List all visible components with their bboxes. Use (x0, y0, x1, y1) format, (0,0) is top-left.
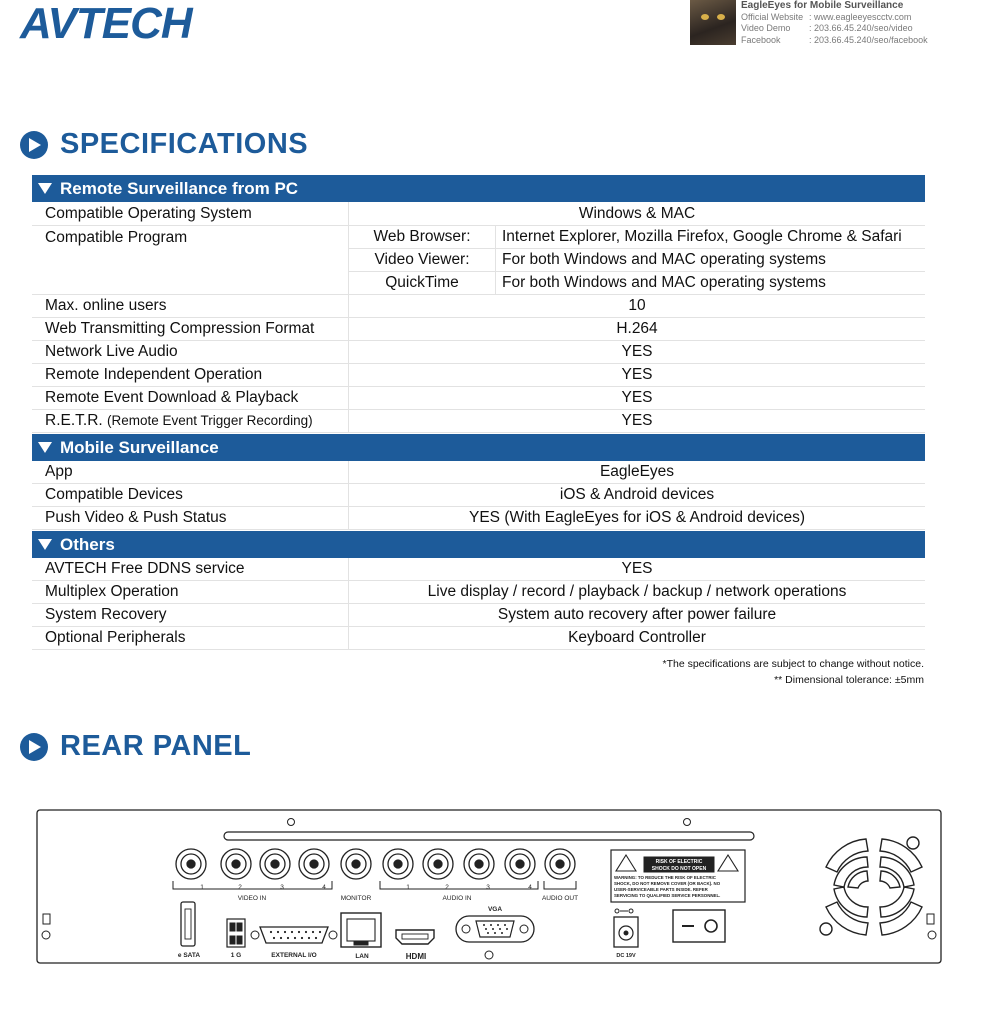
channel-label: 4 (528, 884, 532, 891)
warning-text: SHOCK DO NOT OPEN (651, 866, 707, 872)
program-value: Internet Explorer, Mozilla Firefox, Google Chrome & Safari (502, 228, 902, 245)
spec-value: YES (348, 410, 925, 432)
external-io-port[interactable] (260, 927, 328, 943)
retr-note: (Remote Event Trigger Recording) (107, 413, 313, 428)
spec-value: System auto recovery after power failure (348, 604, 925, 626)
spec-row (32, 387, 925, 410)
ee-row (741, 23, 928, 35)
audio-out-bracket (544, 881, 576, 889)
compatible-program-block (32, 226, 925, 295)
arrow-circle-icon (20, 733, 48, 761)
retr-label: R.E.T.R. (45, 412, 103, 429)
channel-label: 2 (238, 884, 242, 891)
dc-polarity-icon (615, 909, 633, 913)
spec-label: AVTECH Free DDNS service (45, 560, 245, 577)
lan-clip (354, 941, 368, 945)
lan-socket (347, 919, 375, 941)
program-sub-table (348, 226, 925, 294)
panel-screw (485, 951, 493, 959)
spec-row (32, 410, 925, 433)
triangle-down-icon (38, 539, 52, 550)
db-pins (270, 931, 321, 939)
program-key: QuickTime (349, 272, 496, 294)
channel-label: 4 (322, 884, 326, 891)
spec-row (32, 341, 925, 364)
audio-in-label: AUDIO IN (442, 895, 472, 902)
spec-row (32, 318, 925, 341)
spec-row (32, 627, 925, 650)
side-latch (43, 914, 50, 924)
spec-label: Remote Event Download & Playback (45, 389, 299, 406)
warning-body: USER-SERVICEABLE PARTS INSIDE. REFER (614, 887, 708, 892)
esata-label: e SATA (177, 952, 201, 959)
spec-value: EagleEyes (348, 461, 925, 483)
vga-port[interactable] (456, 916, 534, 942)
warning-triangle-icon (718, 855, 738, 871)
section-title: Mobile Surveillance (60, 437, 219, 457)
ee-key: Facebook (741, 34, 781, 45)
spec-row (32, 484, 925, 507)
channel-label: 3 (486, 884, 490, 891)
section-band-pc (32, 175, 925, 202)
triangle-down-icon (38, 442, 52, 453)
tolerance-note: ** Dimensional tolerance: ±5mm (774, 674, 924, 686)
spec-value: Live display / record / playback / backup / network operations (348, 581, 925, 603)
spec-value: YES (With EagleEyes for iOS & Android devices) (348, 507, 925, 529)
spec-label: Max. online users (45, 297, 167, 314)
screw-hole (684, 819, 691, 826)
channel-label: 1 (200, 884, 204, 891)
spec-value: YES (348, 558, 925, 580)
eagle-eye-icon (717, 14, 725, 20)
program-value: For both Windows and MAC operating systems (502, 274, 826, 291)
ee-row (741, 12, 928, 24)
spec-row (32, 202, 925, 226)
spec-label: Remote Independent Operation (45, 366, 263, 383)
spec-value: YES (348, 364, 925, 386)
bnc-audio-2[interactable] (423, 849, 453, 879)
ee-value[interactable]: : www.eagleeyescctv.com (809, 11, 912, 22)
spec-value: YES (348, 387, 925, 409)
terminal-pin (237, 923, 242, 931)
spec-label: App (45, 463, 73, 480)
program-value: For both Windows and MAC operating systems (502, 251, 826, 268)
bnc-audio-4[interactable] (505, 849, 535, 879)
ee-row (741, 35, 928, 47)
spec-label: Compatible Operating System (45, 204, 252, 222)
spec-label (32, 412, 348, 430)
spec-note: *The specifications are subject to change without notice. (662, 658, 924, 670)
terminal-pin (230, 936, 235, 944)
port-screw (462, 925, 470, 933)
eagleeyes-title: EagleEyes for Mobile Surveillance (741, 0, 904, 11)
bnc-group (176, 849, 575, 879)
rear-panel-title: REAR PANEL (60, 730, 252, 762)
section-title: Others (60, 534, 115, 554)
terminal-pin (237, 936, 242, 944)
lan-label: LAN (355, 953, 369, 960)
spec-label: Web Transmitting Compression Format (45, 320, 315, 337)
spec-row (32, 364, 925, 387)
bnc-monitor[interactable] (341, 849, 371, 879)
warning-body: SERVICING TO QUALIFIED SERVICE PERSONNEL. (614, 893, 721, 898)
monitor-label: MONITOR (340, 895, 372, 902)
warning-body: WARNING: TO REDUCE THE RISK OF ELECTRIC (614, 875, 716, 880)
bnc-video-2[interactable] (221, 849, 251, 879)
vga-socket (476, 921, 514, 937)
program-row (349, 272, 925, 294)
audio-in-bracket (380, 881, 538, 889)
external-io-label: EXTERNAL I/O (271, 952, 317, 959)
program-row (349, 249, 925, 272)
spec-label: Push Video & Push Status (45, 509, 227, 526)
dc-pin (624, 931, 628, 935)
bnc-audio-out[interactable] (545, 849, 575, 879)
spec-label: Optional Peripherals (45, 629, 186, 646)
spec-row (32, 558, 925, 581)
port-screw (251, 931, 259, 939)
eagle-image (690, 0, 736, 45)
spec-label: Compatible Devices (45, 486, 183, 503)
spec-label: Compatible Program (45, 229, 188, 246)
ee-key: Official Website (741, 11, 804, 22)
hdmi-label: HDMI (405, 952, 427, 961)
switch-off-mark (705, 920, 717, 932)
spec-label: Network Live Audio (45, 343, 178, 360)
eagle-eye-icon (701, 14, 709, 20)
triangle-down-icon (38, 183, 52, 194)
spec-value: 10 (348, 295, 925, 317)
port-screw (329, 931, 337, 939)
channel-label: 3 (280, 884, 284, 891)
port-screw (520, 925, 528, 933)
rear-panel-drawing (36, 809, 942, 964)
panel-rail (224, 832, 754, 840)
spec-label: System Recovery (45, 606, 167, 623)
section-band-mobile (32, 434, 925, 461)
bnc-video-4[interactable] (299, 849, 329, 879)
dc-label: DC 19V (616, 953, 636, 959)
audio-out-label: AUDIO OUT (541, 895, 579, 902)
spec-row (32, 295, 925, 318)
vga-label: VGA (487, 906, 503, 913)
side-screw (42, 931, 50, 939)
specifications-title: SPECIFICATIONS (60, 128, 309, 160)
spec-value: YES (348, 341, 925, 363)
program-key: Web Browser: (349, 226, 496, 248)
specifications-heading (20, 128, 308, 161)
section-band-others (32, 531, 925, 558)
ig-label: 1 G (230, 952, 242, 959)
video-in-label: VIDEO IN (237, 895, 267, 902)
warning-triangle-icon (616, 855, 636, 871)
warning-text: RISK OF ELECTRIC (655, 859, 703, 865)
rear-panel-heading (20, 730, 251, 763)
ee-key: Video Demo (741, 23, 791, 33)
side-screw (928, 931, 936, 939)
ee-value[interactable]: : 203.66.45.240/seo/facebook (809, 34, 928, 45)
spec-label: Multiplex Operation (45, 583, 179, 600)
fan-grille (820, 837, 922, 935)
hdmi-socket (402, 934, 428, 939)
warning-body: SHOCK, DO NOT REMOVE COVER (OR BACK). NO (614, 881, 721, 886)
spec-row (32, 581, 925, 604)
bnc-audio-1[interactable] (383, 849, 413, 879)
avtech-logo: AVTECH (20, 0, 192, 48)
program-key: Video Viewer: (349, 249, 496, 271)
spec-row (32, 604, 925, 627)
spec-value: H.264 (348, 318, 925, 340)
bnc-video-1[interactable] (176, 849, 206, 879)
bnc-audio-3[interactable] (464, 849, 494, 879)
arrow-circle-icon (20, 131, 48, 159)
program-row (349, 226, 925, 249)
channel-label: 2 (445, 884, 449, 891)
side-latch (927, 914, 934, 924)
eagleeyes-info (741, 0, 928, 46)
spec-row (32, 461, 925, 484)
spec-row (32, 507, 925, 530)
spec-value: iOS & Android devices (348, 484, 925, 506)
spec-value: Windows & MAC (348, 202, 925, 225)
channel-label: 1 (406, 884, 410, 891)
spec-value: Keyboard Controller (348, 627, 925, 649)
section-title: Remote Surveillance from PC (60, 178, 299, 198)
ee-value[interactable]: : 203.66.45.240/seo/video (809, 23, 913, 33)
esata-slot (185, 909, 191, 939)
spec-table (32, 175, 925, 650)
screw-hole (288, 819, 295, 826)
vga-pins (483, 924, 508, 934)
terminal-pin (230, 923, 235, 931)
video-in-bracket (173, 881, 332, 889)
bnc-video-3[interactable] (260, 849, 290, 879)
